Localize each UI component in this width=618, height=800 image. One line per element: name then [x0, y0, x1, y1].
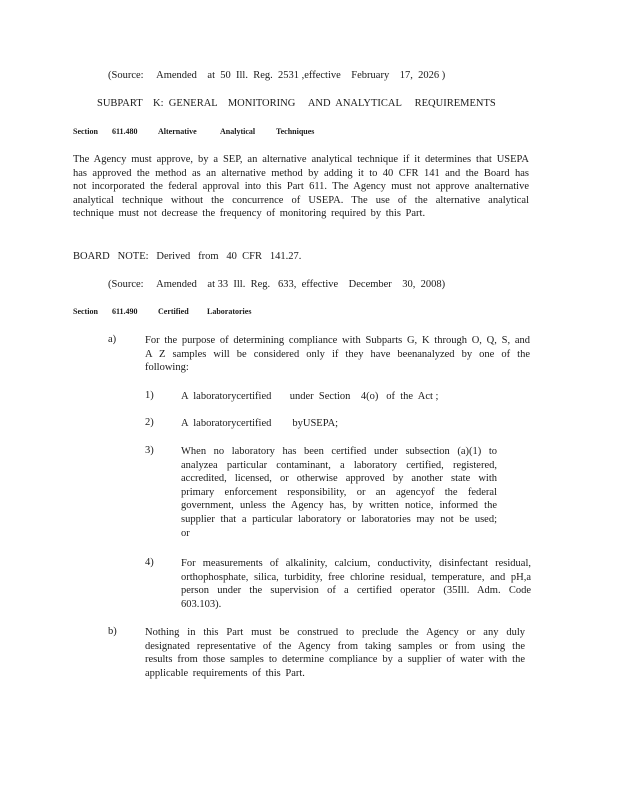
- subsection-label: a): [108, 334, 117, 345]
- section-label: Section: [73, 307, 98, 316]
- section-title-word: Analytical: [220, 127, 256, 136]
- list-item-text: A laboratorycertified byUSEPA;: [181, 418, 339, 429]
- source-note: (Source: Amended at 50 Ill. Reg. 2531 ,effective February 17, 2026 ): [108, 70, 446, 81]
- section-title-word: Laboratories: [207, 307, 252, 316]
- subsection-text: For the purpose of determining compliance with Subparts G, K through O, Q, S, and A Z samples will be considered only if they have beenanalyzed by one of the following:: [145, 335, 530, 374]
- section-title-word: Certified: [158, 307, 189, 316]
- section-number: 611.490: [112, 307, 138, 316]
- list-item-text: For measurements of alkalinity, calcium, conductivity, disinfectant residual, orthophosphate, silica, turbidity, free chlorine residual, temperature, and pH,a person under the supervision of a certified operator (35Ill. Adm. Code 603.103).: [181, 558, 531, 610]
- list-item-number: 2): [145, 417, 154, 428]
- section-number: 611.480: [112, 127, 138, 136]
- list-item-number: 4): [145, 557, 154, 568]
- subpart-heading: SUBPART K: GENERAL MONITORING AND ANALYTICAL REQUIREMENTS: [97, 98, 496, 109]
- source-note: (Source: Amended at 33 Ill. Reg. 633, effective December 30, 2008): [108, 279, 446, 290]
- section-body-paragraph: The Agency must approve, by a SEP, an alternative analytical technique if it determines that USEPA has approved the method as an alternative method by adding it to 40 CFR 141 and the Board has not incorporated the federal approval into this Part 611. The Agency must not approve analternative analytical technique without the concurrence of USEPA. The use of the alternative analytical technique must not decrease the frequency of monitoring required by this Part.: [73, 154, 529, 220]
- board-note: BOARD NOTE: Derived from 40 CFR 141.27.: [73, 251, 302, 262]
- section-title-word: Alternative: [158, 127, 197, 136]
- list-item-text: When no laboratory has been certified under subsection (a)(1) to analyzea particular contaminant, a laboratory certified, registered, accredited, licensed, or otherwise approved by another state with primary enforcement responsibility, or an agencyof the federal government, unless the Agency has, by written notice, informed the supplier that a particular laboratory or laboratories may not be used; or: [181, 446, 497, 539]
- section-label: Section: [73, 127, 98, 136]
- list-item-number: 1): [145, 390, 154, 401]
- list-item-number: 3): [145, 445, 154, 456]
- section-title-word: Techniques: [276, 127, 315, 136]
- subsection-text: Nothing in this Part must be construed to preclude the Agency or any duly designated representative of the Agency from taking samples or from using the results from those samples to determine compliance by a supplier of water with the applicable requirements of this Part.: [145, 627, 525, 679]
- list-item-text: A laboratorycertified under Section 4(o) of the Act ;: [181, 391, 439, 402]
- subsection-label: b): [108, 626, 117, 637]
